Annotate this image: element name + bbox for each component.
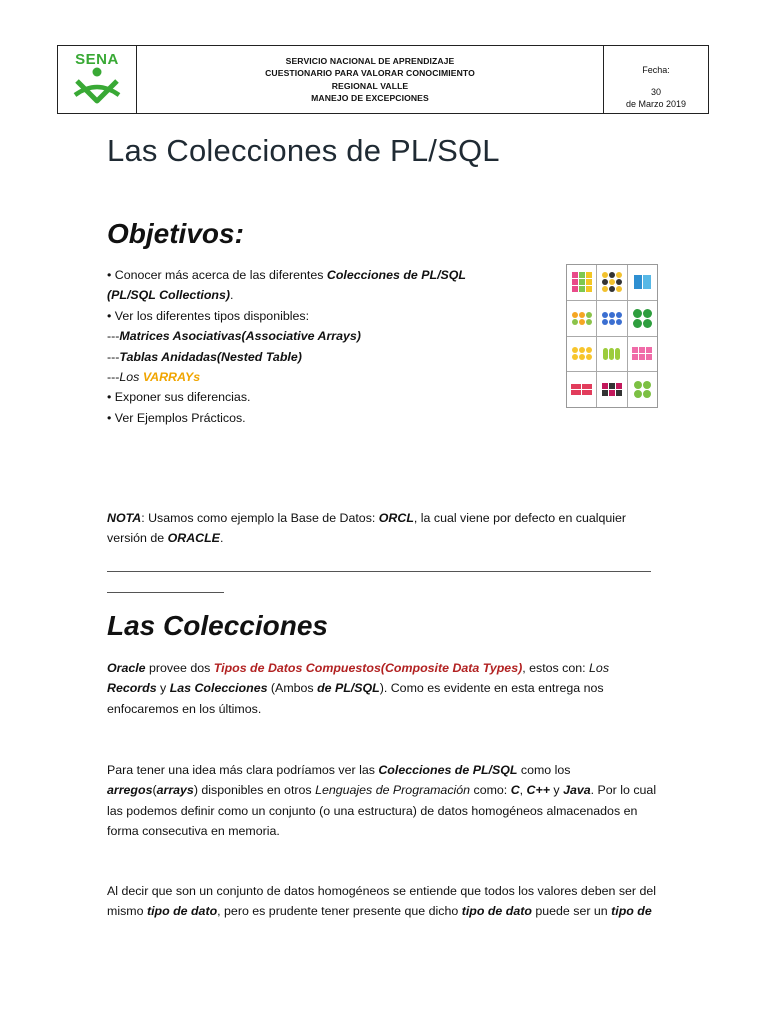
illustration-cell <box>628 301 657 336</box>
colecciones-heading: Las Colecciones <box>107 610 328 641</box>
header-date <box>604 46 708 113</box>
objetivos-list <box>107 265 507 428</box>
illustration-cell <box>567 372 596 407</box>
fecha-label: Fecha: <box>642 65 670 75</box>
nota-label: NOTA <box>107 511 142 525</box>
illustration-cell <box>628 265 657 300</box>
objetivo-item: • Ver Ejemplos Prácticos. <box>107 410 246 425</box>
objetivo-item: ---Los VARRAYs <box>107 370 201 385</box>
illustration-cell <box>597 265 626 300</box>
divider-line <box>107 571 651 572</box>
illustration-cell <box>628 372 657 407</box>
objetivo-item: • Ver los diferentes tipos disponibles: <box>107 308 310 323</box>
objetivo-item: • Exponer sus diferencias. <box>107 390 251 405</box>
sena-logo-text: SENA <box>75 50 119 68</box>
illustration-cell <box>567 265 596 300</box>
objetivo-item: ---Tablas Anidadas(Nested Table) <box>107 349 302 364</box>
sena-logo-icon <box>71 67 123 107</box>
page-title: Las Colecciones de PL/SQL <box>107 133 500 168</box>
sena-logo <box>58 46 137 113</box>
illustration-cell <box>597 301 626 336</box>
colecciones-paragraph-3: Al decir que son un conjunto de datos homogéneos se entiende que todos los valores deben ser del mismo tipo de dato, pero es prudente tener presente que dicho tipo de dato puede ser un tipo de <box>107 884 657 919</box>
illustration-cell <box>628 337 657 372</box>
colecciones-paragraph-1: Oracle provee dos Tipos de Datos Compuestos(Composite Data Types), estos con: Los Records y Las Colecciones (Ambos de PL/SQL). Como es evidente en esta entrega nos enfocaremos en los últimos. <box>107 661 610 716</box>
fecha-month-year: de Marzo 2019 <box>625 99 687 109</box>
divider-line <box>107 592 224 593</box>
collections-illustration <box>566 264 658 408</box>
illustration-cell <box>567 301 596 336</box>
header-line-1: SERVICIO NACIONAL DE APRENDIZAJE <box>285 55 455 66</box>
fecha-day: 30 <box>650 87 661 97</box>
header-line-4: MANEJO DE EXCEPCIONES <box>311 93 429 103</box>
objetivo-item: ---Matrices Asociativas(Associative Arrays) <box>107 329 361 344</box>
header-titles <box>137 46 604 113</box>
objetivo-item: • Conocer más acerca de las diferentes Colecciones de PL/SQL (PL/SQL Collections). <box>107 268 466 303</box>
illustration-cell <box>567 337 596 372</box>
header-line-2: CUESTIONARIO PARA VALORAR CONOCIMIENTO <box>265 68 475 78</box>
colecciones-paragraph-2: Para tener una idea más clara podríamos ver las Colecciones de PL/SQL como los arregos(arrays) disponibles en otros Lenguajes de Programación como: C, C++ y Java. Por lo cual las podemos definir como un conjunto (o una estructura) de datos homogéneos almacenados en forma consecutiva en memoria. <box>107 763 657 839</box>
header-line-3: REGIONAL VALLE <box>331 80 409 91</box>
nota-paragraph: NOTA: Usamos como ejemplo la Base de Datos: ORCL, la cual viene por defecto en cualquier versión de ORACLE. <box>107 511 627 546</box>
illustration-cell <box>597 372 626 407</box>
document-header <box>57 45 709 114</box>
objetivos-heading: Objetivos: <box>107 218 244 249</box>
illustration-cell <box>597 337 626 372</box>
